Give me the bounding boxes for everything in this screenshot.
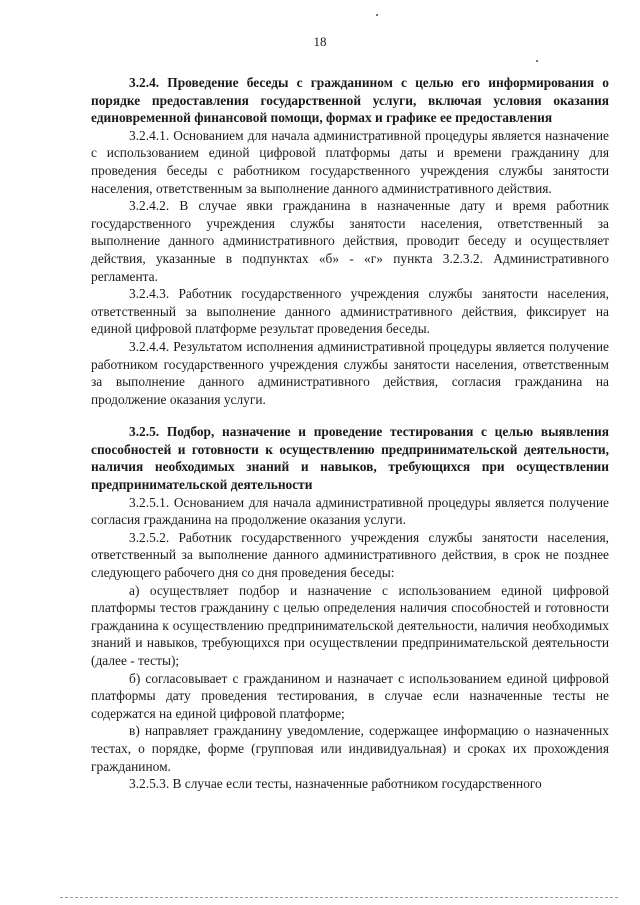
paragraph-3-2-4-1: 3.2.4.1. Основанием для начала административной процедуры является назначение с использованием единой цифровой платформы даты и времени гражданину для проведения беседы с работником государственного учреждения службы занятости населения, ответственным за выполнение данного административного действия. bbox=[91, 127, 609, 196]
section-3-2-4-heading: 3.2.4. Проведение беседы с гражданином с целью его информирования о порядке предоставления государственной услуги, включая условия оказания единовременной финансовой помощи, формах и графике ее предоставления bbox=[91, 75, 609, 126]
paragraph-3-2-4-2: 3.2.4.2. В случае явки гражданина в назначенные дату и время работник государственного учреждения службы занятости населения, ответственный за выполнение данного административного действия, проводит беседу и осуществляет действия, указанные в подпунктах «б» - «г» пункта 3.2.3.2. Административного регламента. bbox=[91, 198, 609, 284]
list-item-a: а) осуществляет подбор и назначение с использованием единой цифровой платформы тестов гражданину с целью определения наличия способностей и готовности гражданина к осуществлению предпринимательской деятельности, наличия необходимых знаний и навыков, требующихся при осуществлении предпринимательской деятельности (далее - тесты); bbox=[91, 582, 609, 668]
paragraph-3-2-5-1: 3.2.5.1. Основанием для начала административной процедуры является получение согласия гражданина на продолжение оказания услуги. bbox=[91, 494, 609, 528]
scan-speck bbox=[536, 60, 538, 62]
paragraph-3-2-5-2: 3.2.5.2. Работник государственного учреждения службы занятости населения, ответственный за выполнение данного административного действия, в срок не позднее следующего рабочего дня со дня проведения беседы: bbox=[91, 529, 609, 581]
scan-edge-line bbox=[60, 897, 620, 898]
list-item-b: б) согласовывает с гражданином и назначает с использованием единой цифровой платформы дату проведения тестирования, в случае если назначенные тесты не содержатся на единой цифровой платформе; bbox=[91, 670, 609, 721]
section-3-2-5-heading: 3.2.5. Подбор, назначение и проведение тестирования с целью выявления способностей и готовности к осуществлению предпринимательской деятельности, наличия необходимых знаний и навыков, требующихся при осуществлении предпринимательской деятельности bbox=[91, 424, 609, 493]
paragraph-3-2-5-3: 3.2.5.3. В случае если тесты, назначенные работником государственного bbox=[129, 776, 542, 792]
paragraph-3-2-4-3: 3.2.4.3. Работник государственного учреждения службы занятости населения, ответственный за выполнение данного административного действия, фиксирует на единой цифровой платформе результат проведения беседы. bbox=[91, 286, 609, 337]
document-body bbox=[91, 74, 609, 793]
scan-speck bbox=[376, 14, 378, 16]
list-item-c: в) направляет гражданину уведомление, содержащее информацию о назначенных тестах, о порядке, форме (групповая или индивидуальная) и сроках их прохождения гражданином. bbox=[91, 723, 609, 774]
paragraph-3-2-4-4: 3.2.4.4. Результатом исполнения административной процедуры является получение работником государственного учреждения службы занятости населения, ответственным за выполнение данного административного действия, согласия гражданина на продолжение оказания услуги. bbox=[91, 338, 609, 407]
page-number: 18 bbox=[313, 34, 327, 49]
section-spacer bbox=[91, 408, 609, 423]
